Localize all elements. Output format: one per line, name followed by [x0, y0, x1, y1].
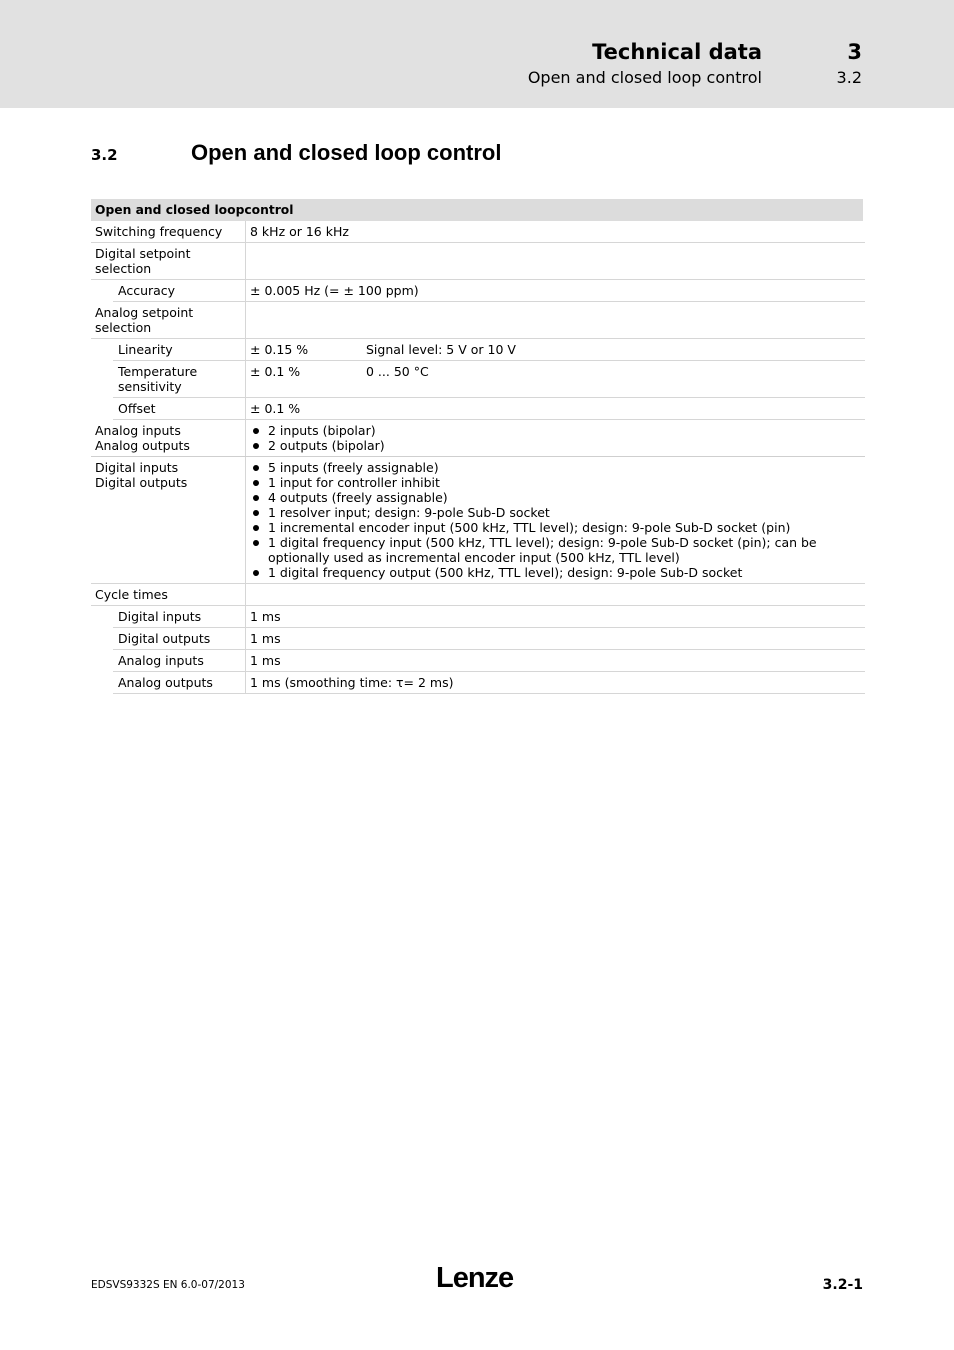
table-heading: Open and closed loopcontrol: [91, 199, 863, 221]
list-item: 1 digital frequency output (500 kHz, TTL level); design: 9-pole Sub-D socket: [250, 565, 861, 580]
row-value: 1 ms (smoothing time: τ= 2 ms): [250, 675, 454, 690]
row-value-note: Signal level: 5 V or 10 V: [366, 342, 516, 357]
row-value: 8 kHz or 16 kHz: [250, 224, 349, 239]
row-value: [246, 420, 865, 456]
row-label: Analog outputs: [113, 672, 246, 693]
list-item: 2 outputs (bipolar): [250, 438, 861, 453]
row-label: Cycle times: [91, 584, 246, 605]
list-item: 1 input for controller inhibit: [250, 475, 861, 490]
table-row-digital-setpoint: [91, 243, 865, 280]
lenze-logo: Lenze: [436, 1262, 514, 1294]
row-value-primary: ± 0.15 %: [250, 342, 309, 357]
header-subsection-number: 3.2: [836, 68, 862, 87]
table-row-cycle-analog-inputs: [113, 650, 865, 672]
table-row-accuracy: [113, 280, 865, 302]
row-value: [246, 457, 865, 583]
row-value-note: 0 ... 50 °C: [366, 364, 429, 379]
row-label: Digital inputs: [113, 606, 246, 627]
header-title: Technical data: [592, 40, 762, 64]
row-label-line: Digital inputs: [95, 460, 179, 475]
list-item: 2 inputs (bipolar): [250, 423, 861, 438]
row-label: Switching frequency: [91, 221, 246, 242]
section-title: Open and closed loop control: [191, 140, 502, 165]
row-value: ± 0.1 %: [250, 401, 301, 416]
header-subtitle: Open and closed loop control: [527, 68, 762, 87]
table-row-cycle-analog-outputs: [113, 672, 865, 694]
spec-table: [91, 199, 865, 694]
footer-document-id: EDSVS9332S EN 6.0-07/2013: [91, 1279, 245, 1291]
row-value-empty: [246, 302, 865, 338]
list-item: 4 outputs (freely assignable): [250, 490, 861, 505]
footer-page-number: 3.2-1: [822, 1277, 863, 1293]
row-label: [91, 420, 246, 456]
row-label-line: Analog outputs: [95, 438, 190, 453]
row-label-line: Digital outputs: [95, 475, 188, 490]
row-value-empty: [246, 243, 865, 279]
row-value-empty: [246, 584, 865, 605]
row-label: Temperature sensitivity: [113, 361, 246, 397]
header-chapter-number: 3: [847, 40, 862, 64]
row-label-line: Analog inputs: [95, 423, 181, 438]
row-value: [246, 361, 865, 397]
row-value-primary: ± 0.1 %: [250, 364, 301, 379]
row-label: Accuracy: [113, 280, 246, 301]
header-band: [0, 0, 954, 108]
table-row-cycle-digital-inputs: [113, 606, 865, 628]
list-item: 1 incremental encoder input (500 kHz, TTL level); design: 9-pole Sub-D socket (pin): [250, 520, 861, 535]
table-row-temperature-sensitivity: [113, 361, 865, 398]
row-label: Linearity: [113, 339, 246, 360]
row-value: 1 ms: [250, 631, 281, 646]
section-number: 3.2: [91, 146, 118, 164]
row-label: Offset: [113, 398, 246, 419]
row-label: Digital setpoint selection: [91, 243, 246, 279]
table-row-analog-io: [91, 420, 865, 457]
table-row-digital-io: [91, 457, 865, 584]
list-item: 1 resolver input; design: 9-pole Sub-D socket: [250, 505, 861, 520]
row-label: Digital outputs: [113, 628, 246, 649]
table-row-linearity: [113, 339, 865, 361]
bullet-list: [250, 423, 861, 453]
row-value: 1 ms: [250, 609, 281, 624]
row-label: Analog setpoint selection: [91, 302, 246, 338]
list-item: 1 digital frequency input (500 kHz, TTL level); design: 9-pole Sub-D socket (pin); can be optionally used as incremental encoder input (500 kHz, TTL level): [250, 535, 861, 565]
row-value: ± 0.005 Hz (= ± 100 ppm): [250, 283, 419, 298]
table-row-cycle-digital-outputs: [113, 628, 865, 650]
list-item: 5 inputs (freely assignable): [250, 460, 861, 475]
table-row-offset: [113, 398, 865, 420]
table-row-switching-frequency: [91, 221, 865, 243]
table-row-analog-setpoint: [91, 302, 865, 339]
table-row-cycle-times: [91, 584, 865, 606]
row-value: [246, 339, 865, 360]
bullet-list: [250, 460, 861, 580]
row-label: Analog inputs: [113, 650, 246, 671]
row-label: [91, 457, 246, 583]
row-value: 1 ms: [250, 653, 281, 668]
